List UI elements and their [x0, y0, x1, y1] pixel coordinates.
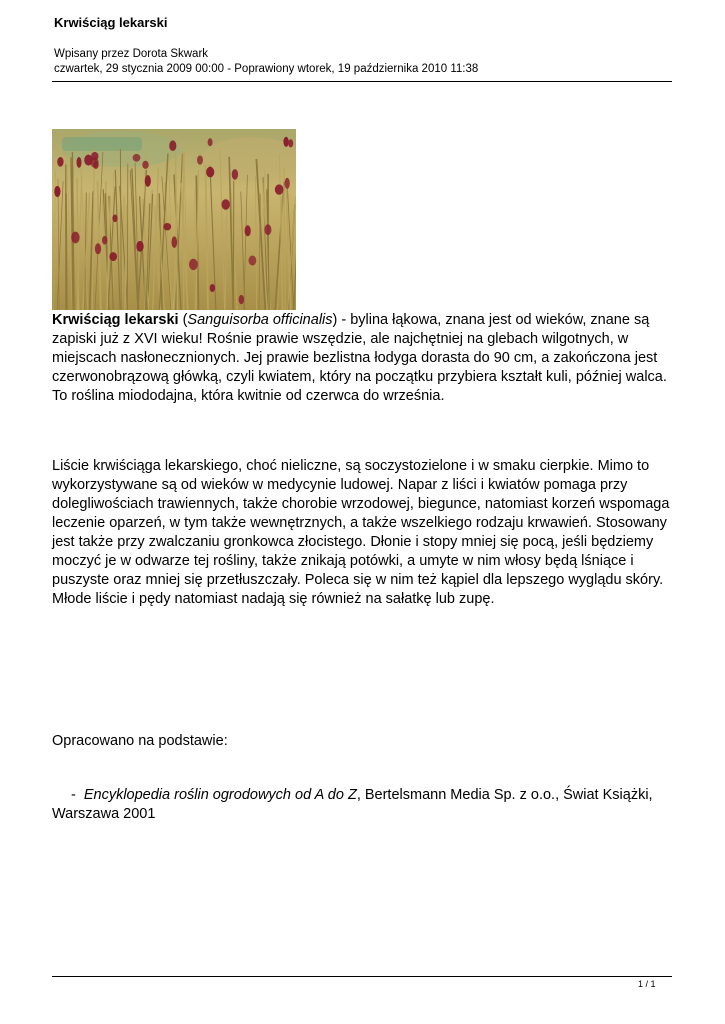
flower-head [133, 154, 141, 162]
flower-head [208, 138, 213, 146]
article-meta [54, 47, 478, 77]
watermark-logo [62, 137, 142, 151]
sources-heading: Opracowano na podstawie: [52, 733, 228, 749]
plant-name: Krwiściąg lekarski [52, 312, 179, 328]
grass-stem [183, 152, 184, 310]
list-dash: - [71, 787, 76, 803]
flower-head [112, 215, 117, 223]
page-title: Krwiściąg lekarski [54, 15, 168, 30]
flower-head [283, 137, 288, 147]
footer-divider [52, 976, 672, 977]
uses-paragraph: Liście krwiściąga lekarskiego, choć nieliczne, są soczystozielone i w smaku cierpkie. Mimo to wykorzystywane są od wieków w medycynie ludowej. Napar z liści i kwiatów pomaga przy dolegliwościach trawiennych, także chorobie wrzodowej, biegunce, natomiast korzeń wspomaga leczenie oparzeń, w tym także wewnętrznych, a także wszelkiego rodzaju krwawień. Stosowany jest także przy zwalczaniu gronkowca złocistego. Dłonie i stopy mniej się pocą, jeśli będziemy moczyć je w odwarze tej rośliny, także znikają potówki, a umyte w nim włosy będą lśniące i puszyste oraz mniej się przetłuszczały. Poleca się w nim też kąpiel dla lepszego wyglądu skóry. Młode liście i pędy natomiast nadają się również na sałatkę lub zupę. [52, 458, 670, 607]
flower-head [163, 223, 171, 230]
header-divider [52, 81, 672, 82]
flower-head [169, 140, 176, 151]
page-number: 1 / 1 [638, 979, 656, 989]
flower-head [95, 243, 101, 254]
flower-head [145, 175, 151, 187]
source-details: , Bertelsmann Media Sp. z o.o., Świat Książki, Warszawa 2001 [52, 787, 653, 822]
date-line: czwartek, 29 stycznia 2009 00:00 - Poprawiony wtorek, 19 października 2010 11:38 [54, 63, 479, 75]
grass-stem [233, 181, 234, 310]
flower-head [239, 295, 244, 304]
flower-head [109, 252, 117, 261]
flower-head [264, 224, 271, 235]
flower-head [71, 232, 79, 244]
source-title: Encyklopedia roślin ogrodowych od A do Z [83, 787, 357, 803]
plant-photo [52, 129, 296, 310]
flower-head [136, 241, 143, 252]
flower-head [288, 139, 293, 147]
flower-head [249, 256, 257, 266]
flower-head [57, 157, 63, 167]
flower-head [285, 178, 290, 189]
flower-head [54, 186, 60, 197]
flower-head [232, 169, 238, 180]
flower-head [172, 236, 178, 248]
intro-text: ) - bylina łąkowa, znana jest od wieków, znane są zapiski już z XVI wieku! Rośnie prawie wszędzie, ale najchętniej na glebach wilgotnych, w miejscach nasłonecznionych. Jej prawie bezlistna łodyga dorasta do 90 cm, a zakończona jest czerwonobrązową główką, czyli kwiatem, który na początku przybiera kształt kuli, później walca. To roślina miododajna, która kwitnie od czerwca do września. [52, 312, 667, 404]
flower-head [206, 167, 214, 178]
open-paren: ( [178, 312, 188, 328]
flower-head [77, 157, 82, 168]
flower-head [90, 157, 98, 167]
latin-name: Sanguisorba officinalis [187, 312, 333, 328]
flower-head [197, 155, 203, 164]
flower-head [142, 161, 148, 169]
flower-head [210, 284, 215, 292]
author-line: Wpisany przez Dorota Skwark [54, 48, 209, 60]
intro-paragraph [52, 311, 674, 406]
source-item [52, 786, 674, 824]
flower-head [275, 184, 284, 194]
flower-head [189, 259, 198, 270]
flower-head [245, 225, 251, 236]
flower-head [102, 236, 107, 245]
flower-head [222, 199, 230, 210]
